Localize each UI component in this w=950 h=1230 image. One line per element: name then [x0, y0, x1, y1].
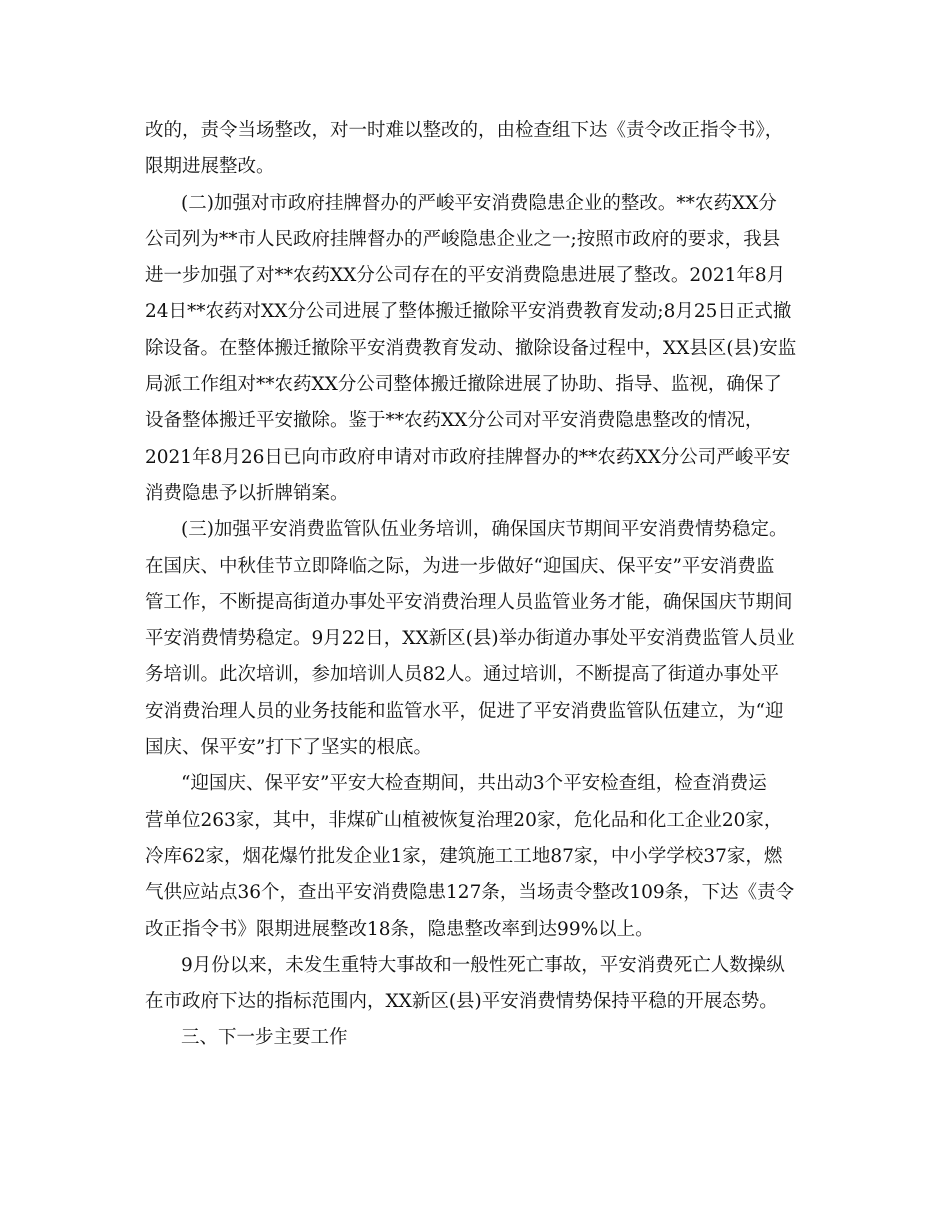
- paragraph-item-2: [145, 186, 813, 513]
- text-line: 限期进展整改。: [145, 156, 275, 178]
- text-line: 除设备。在整体搬迁撤除平安消费教育发动、撤除设备过程中，XX县区(县)安监: [145, 337, 797, 359]
- paragraph-inspection-summary: [145, 766, 813, 947]
- text-line: (三)加强平安消费监管队伍业务培训，确保国庆节期间平安消费情势稳定。: [181, 519, 788, 541]
- document-body: [145, 113, 813, 1057]
- text-line: 冷库62家，烟花爆竹批发企业1家，建筑施工工地87家，中小学学校37家，燃: [145, 845, 783, 867]
- text-line: “迎国庆、保平安”平安大检查期间，共出动3个平安检查组，检查消费运: [181, 773, 767, 795]
- section-heading: [145, 1020, 813, 1056]
- text-line: 24日**农药对XX分公司进展了整体搬迁撤除平安消费教育发动;8月25日正式撤: [145, 301, 792, 323]
- text-line: 改正指令书》限期进展整改18条，隐患整改率到达99%以上。: [145, 918, 654, 940]
- paragraph-safety-status: [145, 948, 813, 1021]
- text-line: 进一步加强了对**农药XX分公司存在的平安消费隐患进展了整改。2021年8月: [145, 265, 786, 287]
- text-line: 营单位263家，其中，非煤矿山植被恢复治理20家，危化品和化工企业20家，: [145, 809, 783, 831]
- paragraph-item-3: [145, 512, 813, 766]
- text-line: 9月份以来，未发生重特大事故和一般性死亡事故，平安消费死亡人数操纵: [181, 954, 785, 976]
- text-line: 设备整体搬迁平安撤除。鉴于**农药XX分公司对平安消费隐患整改的情况，: [145, 410, 764, 432]
- text-line: 在国庆、中秋佳节立即降临之际，为进一步做好“迎国庆、保平安”平安消费监: [145, 555, 775, 577]
- text-line: (二)加强对市政府挂牌督办的严峻平安消费隐患企业的整改。**农药XX分: [181, 192, 777, 214]
- text-line: 局派工作组对**农药XX分公司整体搬迁撤除进展了协助、指导、监视，确保了: [145, 374, 782, 396]
- text-line: 安消费治理人员的业务技能和监管水平，促进了平安消费监管队伍建立，为“迎: [145, 700, 784, 722]
- text-line: 2021年8月26日已向市政府申请对市政府挂牌督办的**农药XX分公司严峻平安: [145, 446, 791, 468]
- text-line: 平安消费情势稳定。9月22日，XX新区(县)举办街道办事处平安消费监管人员业: [145, 628, 795, 650]
- text-line: 公司列为**市人民政府挂牌督办的严峻隐患企业之一;按照市政府的要求，我县: [145, 228, 781, 250]
- text-line: 消费隐患予以折牌销案。: [145, 482, 349, 504]
- text-line: 务培训。此次培训，参加培训人员82人。通过培训，不断提高了街道办事处平: [145, 664, 780, 686]
- text-line: 在市政府下达的指标范围内，XX新区(县)平安消费情势保持平稳的开展态势。: [145, 991, 778, 1013]
- paragraph-continuation: [145, 113, 813, 186]
- text-line: 改的，责令当场整改，对一时难以整改的，由检查组下达《责令改正指令书》，: [145, 120, 784, 141]
- text-line: 气供应站点36个，查出平安消费隐患127条，当场责令整改109条，下达《责令: [145, 882, 795, 904]
- text-line: 国庆、保平安”打下了坚实的根底。: [145, 737, 432, 759]
- section-heading-text: 三、下一步主要工作: [181, 1027, 348, 1049]
- text-line: 管工作，不断提高街道办事处平安消费治理人员监管业务才能，确保国庆节期间: [145, 591, 793, 613]
